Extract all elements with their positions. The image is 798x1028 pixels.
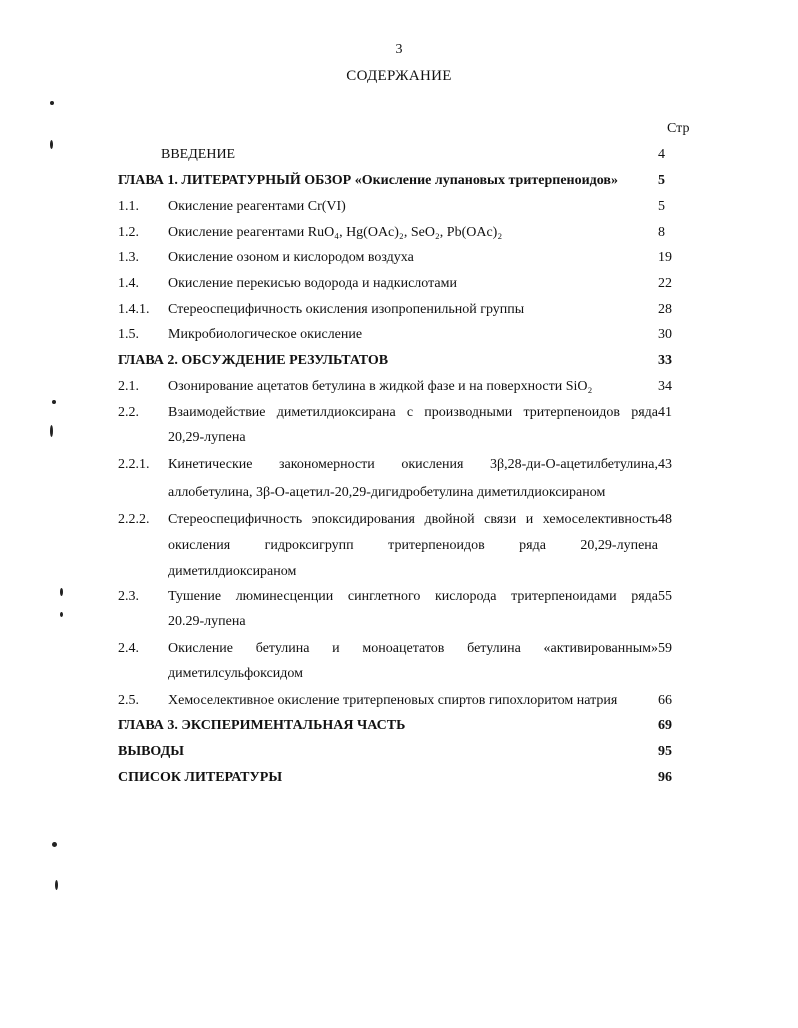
- entry-title: Взаимодействие диметилдиоксирана с производными тритерпеноидов ряда: [168, 405, 658, 420]
- entry-title: Окисление озоном и кислородом воздуха: [168, 250, 414, 265]
- entry-title: Окисление перекисью водорода и надкислотами: [168, 276, 457, 291]
- entry-page: 22: [658, 276, 672, 291]
- entry-page: 69: [658, 718, 672, 733]
- entry-title: Окисление реагентами RuO₄, Hg(OAc)₂, SeO₂, Pb(OAc)₂: [168, 225, 503, 240]
- entry-page: 8: [658, 225, 665, 240]
- entry-title: ГЛАВА 1. ЛИТЕРАТУРНЫЙ ОБЗОР «Окисление лупановых тритерпеноидов»: [118, 173, 618, 188]
- entry-continuation: 20,29-лупена: [168, 430, 246, 445]
- entry-title: Кинетические закономерности окисления 3β,28-ди-O-ацетилбетулина,: [168, 457, 658, 472]
- entry-page: 19: [658, 250, 672, 265]
- entry-number: 2.3.: [118, 589, 139, 604]
- entry-number: 1.3.: [118, 250, 139, 265]
- page-title: СОДЕРЖАНИЕ: [346, 68, 452, 84]
- entry-number: 2.2.1.: [118, 457, 150, 472]
- entry-page: 96: [658, 770, 672, 785]
- entry-number: 2.1.: [118, 379, 139, 394]
- entry-title: ВЫВОДЫ: [118, 744, 184, 759]
- entry-page: 55: [658, 589, 672, 604]
- entry-title: СПИСОК ЛИТЕРАТУРЫ: [118, 770, 283, 785]
- entry-title: Микробиологическое окисление: [168, 327, 363, 342]
- entry-title: ГЛАВА 2. ОБСУЖДЕНИЕ РЕЗУЛЬТАТОВ: [118, 353, 389, 368]
- page-number: 3: [395, 42, 403, 57]
- entry-continuation: 20.29-лупена: [168, 614, 246, 629]
- entry-page: 34: [658, 379, 672, 394]
- entry-number: 1.5.: [118, 327, 139, 342]
- entry-page: 33: [658, 353, 672, 368]
- entry-title: Тушение люминесценции синглетного кислорода тритерпеноидами ряда: [168, 589, 658, 604]
- entry-number: 2.4.: [118, 641, 139, 656]
- scan-speck: [52, 400, 56, 404]
- entry-title: ГЛАВА 3. ЭКСПЕРИМЕНТАЛЬНАЯ ЧАСТЬ: [118, 718, 406, 733]
- entry-page: 66: [658, 693, 672, 708]
- entry-page: 5: [658, 173, 665, 188]
- entry-title: ВВЕДЕНИЕ: [161, 147, 236, 162]
- page-column-header: Стр: [667, 121, 690, 136]
- entry-page: 30: [658, 327, 672, 342]
- entry-title: Стереоспецифичность окисления изопропенильной группы: [168, 302, 525, 317]
- entry-number: 1.4.1.: [118, 302, 150, 317]
- entry-continuation: аллобетулина, 3β-O-ацетил-20,29-дигидробетулина диметилдиоксираном: [168, 485, 606, 500]
- scan-speck: [60, 612, 63, 617]
- scan-speck: [60, 588, 63, 596]
- scan-speck: [55, 880, 58, 890]
- scan-speck: [52, 842, 57, 847]
- entry-number: 2.2.2.: [118, 512, 150, 527]
- entry-title: Хемоселективное окисление тритерпеновых спиртов гипохлоритом натрия: [168, 693, 618, 708]
- entry-page: 43: [658, 457, 672, 472]
- entry-number: 2.2.: [118, 405, 139, 420]
- entry-title: Окисление бетулина и моноацетатов бетулина «активированным»: [168, 641, 658, 656]
- entry-continuation: окисления гидроксигрупп тритерпеноидов ряда 20,29-лупена: [168, 538, 658, 553]
- entry-page: 5: [658, 199, 665, 214]
- scan-speck: [50, 140, 53, 149]
- entry-page: 41: [658, 405, 672, 420]
- scan-speck: [50, 425, 53, 437]
- entry-number: 2.5.: [118, 693, 139, 708]
- entry-title: Озонирование ацетатов бетулина в жидкой фазе и на поверхности SiO₂: [168, 379, 593, 394]
- entry-continuation: диметилсульфоксидом: [168, 666, 304, 681]
- entry-title: Окисление реагентами Cr(VI): [168, 199, 346, 214]
- entry-page: 28: [658, 302, 672, 317]
- entry-page: 4: [658, 147, 665, 162]
- entry-number: 1.1.: [118, 199, 139, 214]
- entry-number: 1.4.: [118, 276, 139, 291]
- entry-number: 1.2.: [118, 225, 139, 240]
- entry-page: 48: [658, 512, 672, 527]
- entry-page: 95: [658, 744, 672, 759]
- scan-speck: [50, 101, 54, 105]
- entry-title: Стереоспецифичность эпоксидирования двойной связи и хемоселективность: [168, 512, 658, 527]
- entry-page: 59: [658, 641, 672, 656]
- entry-continuation: диметилдиоксираном: [168, 564, 297, 579]
